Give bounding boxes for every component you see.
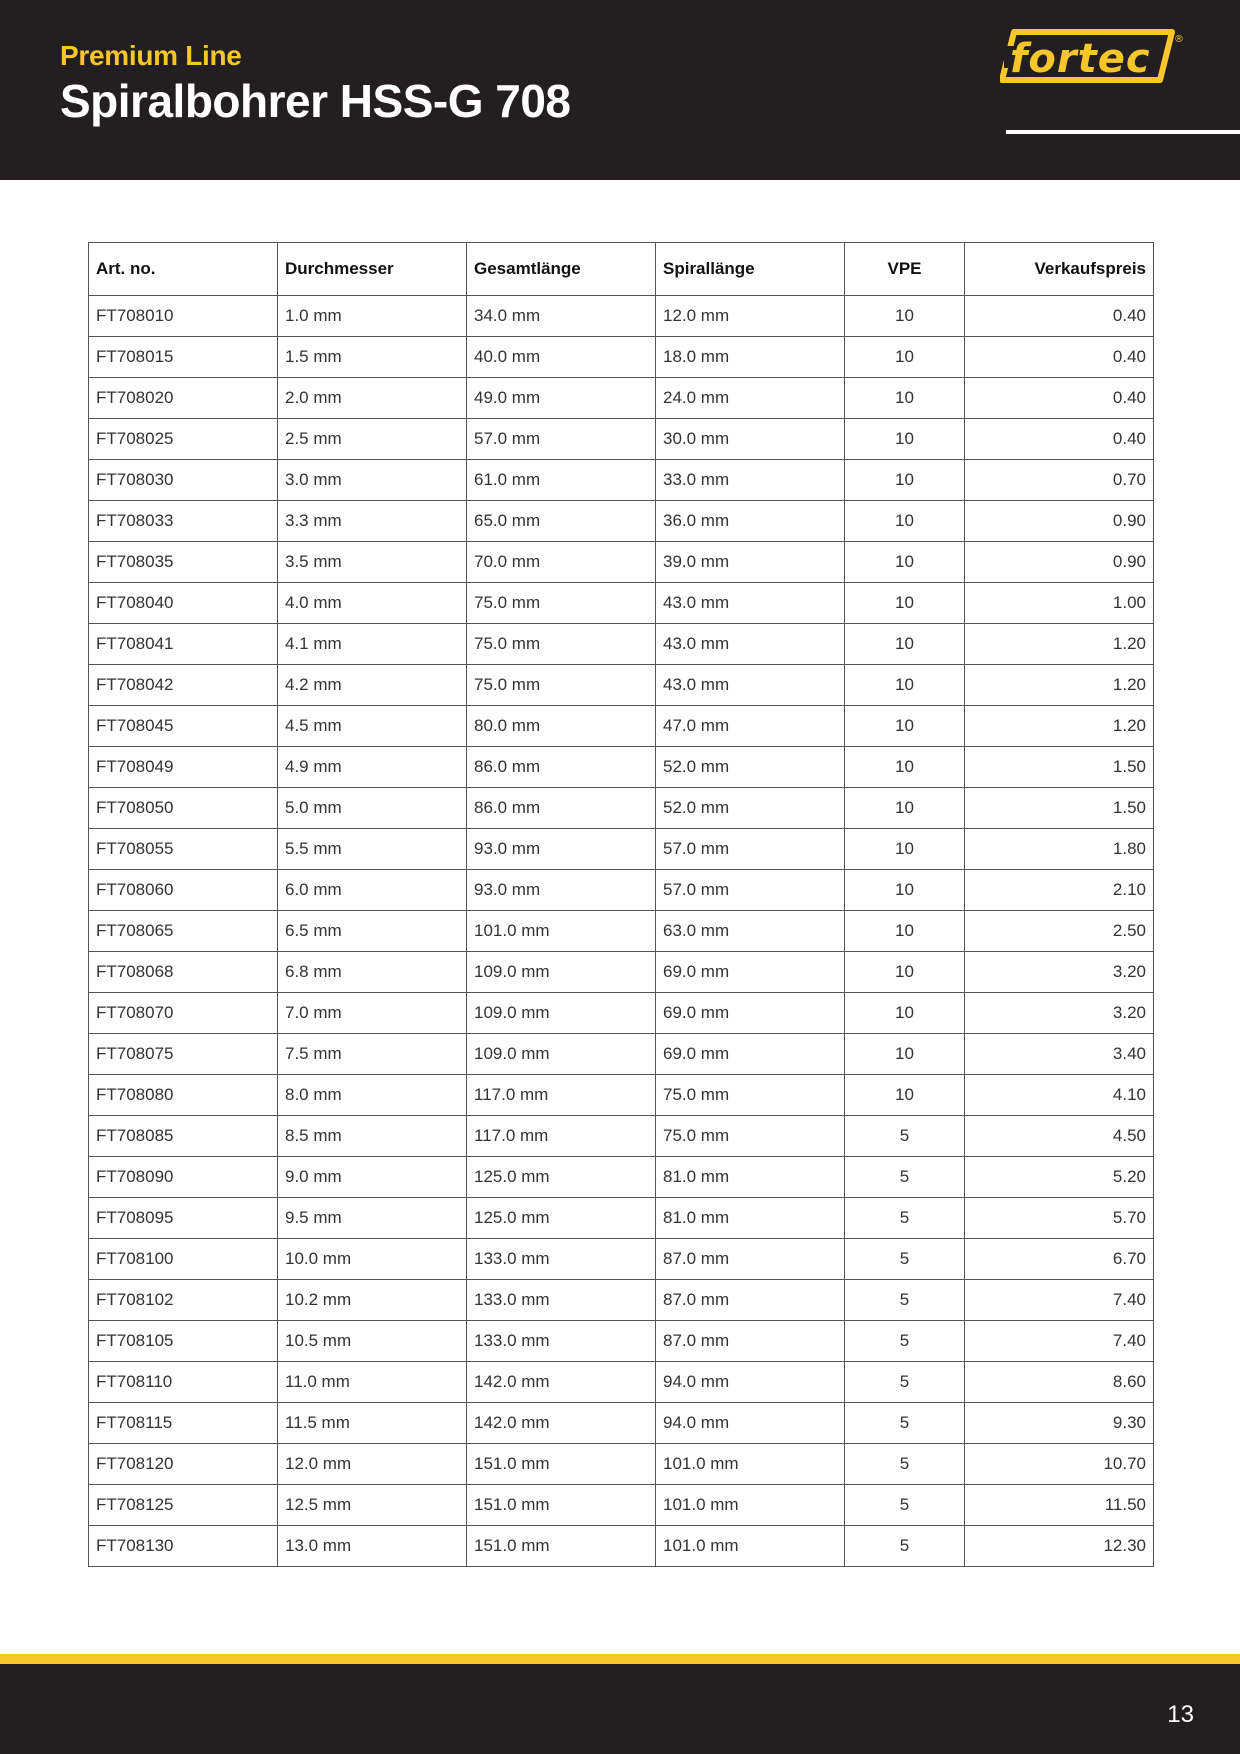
art-no-cell: FT708080 [89,1075,278,1116]
art-no-cell: FT708102 [89,1280,278,1321]
price-cell: 2.50 [965,911,1154,952]
flute-length-cell: 75.0 mm [656,1116,845,1157]
price-cell: 3.20 [965,952,1154,993]
price-cell: 0.40 [965,337,1154,378]
price-cell: 0.40 [965,296,1154,337]
art-no-cell: FT708060 [89,870,278,911]
art-no-cell: FT708040 [89,583,278,624]
vpe-cell: 5 [845,1239,965,1280]
total-length-cell: 70.0 mm [467,542,656,583]
art-no-cell: FT708045 [89,706,278,747]
price-cell: 12.30 [965,1526,1154,1567]
registered-mark: ® [1174,34,1184,45]
vpe-cell: 10 [845,624,965,665]
price-cell: 1.50 [965,747,1154,788]
total-length-cell: 93.0 mm [467,870,656,911]
table-row [89,1280,1154,1321]
art-no-cell: FT708030 [89,460,278,501]
price-cell: 6.70 [965,1239,1154,1280]
flute-length-cell: 87.0 mm [656,1280,845,1321]
table-row [89,1444,1154,1485]
flute-length-cell: 18.0 mm [656,337,845,378]
total-length-cell: 117.0 mm [467,1116,656,1157]
vpe-cell: 10 [845,501,965,542]
diameter-cell: 9.0 mm [278,1157,467,1198]
total-length-cell: 133.0 mm [467,1321,656,1362]
vpe-cell: 10 [845,542,965,583]
total-length-cell: 142.0 mm [467,1403,656,1444]
price-cell: 0.40 [965,378,1154,419]
total-length-cell: 57.0 mm [467,419,656,460]
diameter-cell: 4.0 mm [278,583,467,624]
total-length-cell: 86.0 mm [467,788,656,829]
price-cell: 3.40 [965,1034,1154,1075]
table-row [89,1526,1154,1567]
flute-length-cell: 101.0 mm [656,1526,845,1567]
art-no-cell: FT708065 [89,911,278,952]
diameter-cell: 4.5 mm [278,706,467,747]
vpe-cell: 10 [845,911,965,952]
vpe-cell: 10 [845,583,965,624]
art-no-cell: FT708015 [89,337,278,378]
table-row [89,1198,1154,1239]
total-length-cell: 40.0 mm [467,337,656,378]
column-header-gesamtlaenge: Gesamtlänge [467,243,656,296]
diameter-cell: 4.2 mm [278,665,467,706]
flute-length-cell: 75.0 mm [656,1075,845,1116]
vpe-cell: 5 [845,1403,965,1444]
price-cell: 0.90 [965,542,1154,583]
price-cell: 1.80 [965,829,1154,870]
table-row [89,542,1154,583]
total-length-cell: 151.0 mm [467,1526,656,1567]
vpe-cell: 5 [845,1321,965,1362]
table-header-row [89,243,1154,296]
art-no-cell: FT708130 [89,1526,278,1567]
flute-length-cell: 94.0 mm [656,1403,845,1444]
flute-length-cell: 52.0 mm [656,788,845,829]
diameter-cell: 6.5 mm [278,911,467,952]
flute-length-cell: 43.0 mm [656,665,845,706]
table-row [89,788,1154,829]
diameter-cell: 3.3 mm [278,501,467,542]
art-no-cell: FT708035 [89,542,278,583]
vpe-cell: 10 [845,1075,965,1116]
flute-length-cell: 81.0 mm [656,1198,845,1239]
table-row [89,1321,1154,1362]
flute-length-cell: 43.0 mm [656,624,845,665]
flute-length-cell: 57.0 mm [656,829,845,870]
vpe-cell: 5 [845,1157,965,1198]
table-row [89,583,1154,624]
price-cell: 1.20 [965,706,1154,747]
total-length-cell: 101.0 mm [467,911,656,952]
total-length-cell: 151.0 mm [467,1485,656,1526]
art-no-cell: FT708100 [89,1239,278,1280]
flute-length-cell: 101.0 mm [656,1485,845,1526]
diameter-cell: 3.5 mm [278,542,467,583]
total-length-cell: 75.0 mm [467,624,656,665]
art-no-cell: FT708125 [89,1485,278,1526]
price-cell: 5.20 [965,1157,1154,1198]
footer-accent-stripe [0,1654,1240,1664]
diameter-cell: 6.8 mm [278,952,467,993]
product-line-label: Premium Line [60,40,242,71]
vpe-cell: 10 [845,419,965,460]
art-no-cell: FT708020 [89,378,278,419]
price-cell: 1.20 [965,665,1154,706]
art-no-cell: FT708090 [89,1157,278,1198]
art-no-cell: FT708115 [89,1403,278,1444]
art-no-cell: FT708070 [89,993,278,1034]
table-row [89,1403,1154,1444]
flute-length-cell: 33.0 mm [656,460,845,501]
table-row [89,665,1154,706]
vpe-cell: 10 [845,665,965,706]
table-row [89,1034,1154,1075]
diameter-cell: 4.1 mm [278,624,467,665]
price-cell: 7.40 [965,1280,1154,1321]
table-row [89,296,1154,337]
total-length-cell: 133.0 mm [467,1280,656,1321]
table-row [89,706,1154,747]
diameter-cell: 3.0 mm [278,460,467,501]
flute-length-cell: 63.0 mm [656,911,845,952]
diameter-cell: 4.9 mm [278,747,467,788]
total-length-cell: 93.0 mm [467,829,656,870]
diameter-cell: 12.0 mm [278,1444,467,1485]
art-no-cell: FT708025 [89,419,278,460]
table-row [89,829,1154,870]
vpe-cell: 10 [845,706,965,747]
art-no-cell: FT708068 [89,952,278,993]
table-row [89,501,1154,542]
price-cell: 1.00 [965,583,1154,624]
diameter-cell: 10.2 mm [278,1280,467,1321]
total-length-cell: 133.0 mm [467,1239,656,1280]
total-length-cell: 75.0 mm [467,583,656,624]
art-no-cell: FT708110 [89,1362,278,1403]
vpe-cell: 10 [845,952,965,993]
table-body [89,296,1154,1567]
vpe-cell: 5 [845,1444,965,1485]
diameter-cell: 9.5 mm [278,1198,467,1239]
total-length-cell: 151.0 mm [467,1444,656,1485]
vpe-cell: 10 [845,870,965,911]
diameter-cell: 12.5 mm [278,1485,467,1526]
price-cell: 11.50 [965,1485,1154,1526]
table-row [89,1362,1154,1403]
table-row [89,747,1154,788]
flute-length-cell: 69.0 mm [656,1034,845,1075]
vpe-cell: 5 [845,1280,965,1321]
price-cell: 5.70 [965,1198,1154,1239]
art-no-cell: FT708033 [89,501,278,542]
column-header-durchmesser: Durchmesser [278,243,467,296]
art-no-cell: FT708105 [89,1321,278,1362]
price-cell: 1.50 [965,788,1154,829]
price-cell: 2.10 [965,870,1154,911]
table-row [89,993,1154,1034]
flute-length-cell: 47.0 mm [656,706,845,747]
flute-length-cell: 87.0 mm [656,1321,845,1362]
total-length-cell: 86.0 mm [467,747,656,788]
total-length-cell: 80.0 mm [467,706,656,747]
total-length-cell: 61.0 mm [467,460,656,501]
vpe-cell: 10 [845,337,965,378]
diameter-cell: 13.0 mm [278,1526,467,1567]
total-length-cell: 125.0 mm [467,1157,656,1198]
vpe-cell: 5 [845,1485,965,1526]
vpe-cell: 10 [845,788,965,829]
flute-length-cell: 57.0 mm [656,870,845,911]
column-header-verkaufspreis: Verkaufspreis [965,243,1154,296]
table-row [89,460,1154,501]
vpe-cell: 5 [845,1198,965,1239]
total-length-cell: 142.0 mm [467,1362,656,1403]
fortec-logo [1000,26,1200,88]
vpe-cell: 10 [845,296,965,337]
price-cell: 4.50 [965,1116,1154,1157]
total-length-cell: 65.0 mm [467,501,656,542]
table-row [89,952,1154,993]
total-length-cell: 34.0 mm [467,296,656,337]
vpe-cell: 10 [845,1034,965,1075]
vpe-cell: 10 [845,460,965,501]
diameter-cell: 2.0 mm [278,378,467,419]
art-no-cell: FT708095 [89,1198,278,1239]
diameter-cell: 8.5 mm [278,1116,467,1157]
price-cell: 0.90 [965,501,1154,542]
art-no-cell: FT708075 [89,1034,278,1075]
price-cell: 7.40 [965,1321,1154,1362]
vpe-cell: 10 [845,378,965,419]
total-length-cell: 109.0 mm [467,952,656,993]
art-no-cell: FT708050 [89,788,278,829]
diameter-cell: 5.0 mm [278,788,467,829]
price-cell: 0.70 [965,460,1154,501]
column-header-vpe: VPE [845,243,965,296]
table-row [89,378,1154,419]
vpe-cell: 5 [845,1362,965,1403]
art-no-cell: FT708010 [89,296,278,337]
diameter-cell: 10.5 mm [278,1321,467,1362]
flute-length-cell: 69.0 mm [656,952,845,993]
price-cell: 8.60 [965,1362,1154,1403]
column-header-art-no: Art. no. [89,243,278,296]
vpe-cell: 5 [845,1526,965,1567]
art-no-cell: FT708049 [89,747,278,788]
diameter-cell: 2.5 mm [278,419,467,460]
price-cell: 10.70 [965,1444,1154,1485]
diameter-cell: 10.0 mm [278,1239,467,1280]
total-length-cell: 117.0 mm [467,1075,656,1116]
price-cell: 9.30 [965,1403,1154,1444]
table-row [89,419,1154,460]
vpe-cell: 10 [845,829,965,870]
diameter-cell: 6.0 mm [278,870,467,911]
flute-length-cell: 12.0 mm [656,296,845,337]
page-number: 13 [1167,1701,1194,1728]
price-cell: 0.40 [965,419,1154,460]
flute-length-cell: 81.0 mm [656,1157,845,1198]
art-no-cell: FT708055 [89,829,278,870]
total-length-cell: 109.0 mm [467,1034,656,1075]
table-row [89,1485,1154,1526]
vpe-cell: 10 [845,747,965,788]
vpe-cell: 10 [845,993,965,1034]
total-length-cell: 49.0 mm [467,378,656,419]
price-cell: 3.20 [965,993,1154,1034]
diameter-cell: 11.5 mm [278,1403,467,1444]
diameter-cell: 8.0 mm [278,1075,467,1116]
column-header-spirallaenge: Spirallänge [656,243,845,296]
price-cell: 1.20 [965,624,1154,665]
art-no-cell: FT708041 [89,624,278,665]
table-row [89,1239,1154,1280]
table-row [89,337,1154,378]
diameter-cell: 5.5 mm [278,829,467,870]
diameter-cell: 1.0 mm [278,296,467,337]
art-no-cell: FT708120 [89,1444,278,1485]
flute-length-cell: 94.0 mm [656,1362,845,1403]
product-table [88,242,1154,1567]
page-title: Spiralbohrer HSS-G 708 [60,75,571,127]
flute-length-cell: 39.0 mm [656,542,845,583]
total-length-cell: 125.0 mm [467,1198,656,1239]
flute-length-cell: 30.0 mm [656,419,845,460]
flute-length-cell: 101.0 mm [656,1444,845,1485]
flute-length-cell: 43.0 mm [656,583,845,624]
diameter-cell: 11.0 mm [278,1362,467,1403]
flute-length-cell: 87.0 mm [656,1239,845,1280]
price-cell: 4.10 [965,1075,1154,1116]
total-length-cell: 75.0 mm [467,665,656,706]
flute-length-cell: 24.0 mm [656,378,845,419]
diameter-cell: 1.5 mm [278,337,467,378]
total-length-cell: 109.0 mm [467,993,656,1034]
flute-length-cell: 36.0 mm [656,501,845,542]
logo-text: fortec [1010,36,1151,82]
table-row [89,1116,1154,1157]
flute-length-cell: 52.0 mm [656,747,845,788]
table-row [89,624,1154,665]
diameter-cell: 7.0 mm [278,993,467,1034]
diameter-cell: 7.5 mm [278,1034,467,1075]
vpe-cell: 5 [845,1116,965,1157]
page-footer [0,1664,1240,1754]
table-row [89,1075,1154,1116]
art-no-cell: FT708042 [89,665,278,706]
header-rule [1006,130,1240,134]
table-row [89,911,1154,952]
table-row [89,1157,1154,1198]
art-no-cell: FT708085 [89,1116,278,1157]
table-row [89,870,1154,911]
flute-length-cell: 69.0 mm [656,993,845,1034]
